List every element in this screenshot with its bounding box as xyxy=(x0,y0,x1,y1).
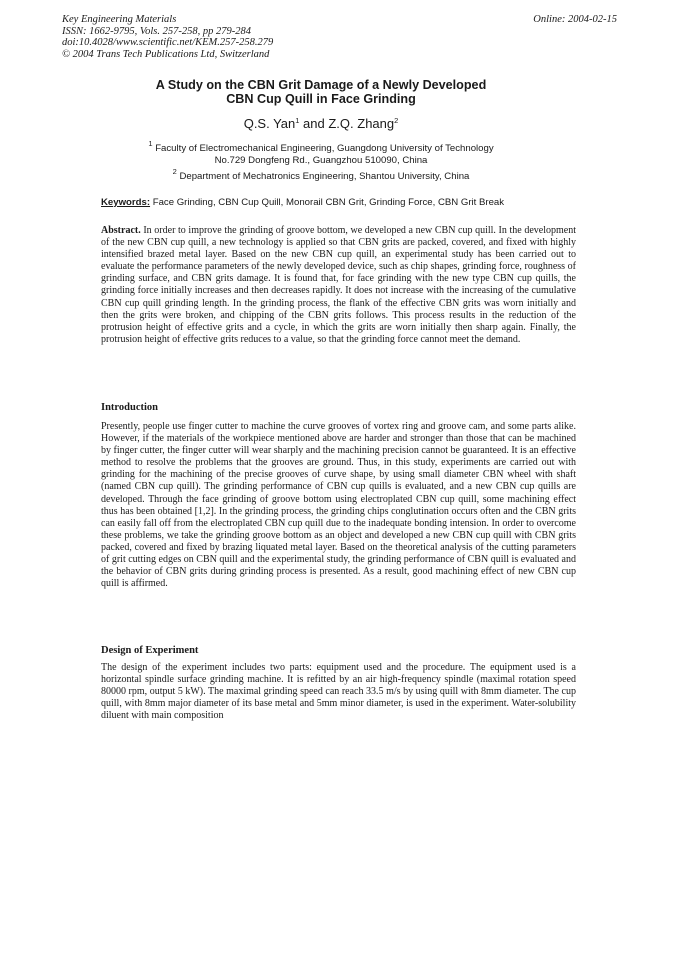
introduction-heading: Introduction xyxy=(101,402,158,413)
affiliation-2 xyxy=(101,166,541,183)
title-line-1: A Study on the CBN Grit Damage of a Newly Developed xyxy=(155,78,487,92)
abstract xyxy=(101,225,576,346)
title-line-2: CBN Cup Quill in Face Grinding xyxy=(226,92,416,107)
affiliation-1-mark: 1 xyxy=(148,139,153,148)
author-separator: and xyxy=(299,116,329,131)
introduction-paragraph: Presently, people use finger cutter to machine the curve grooves of vortex ring and groove cam, and some parts alike. However, if the materials of the workpiece mentioned above are harder and stronger than those that can be machined by finger cutter, the finger cutter will wear sharply and the machining precision cannot be guaranteed. It is an effective method to resolve the problems that the grooves are ground. Thus, in this study, experiments are carried out with grinding for the machining of the precise grooves of curve shape, by using small diameter CBN wheel with shaft (named CBN cup quill). The grinding performance of CBN cup quills is evaluated, and a new CBN cup quills are developed. Through the face grinding of groove bottom using electroplated CBN cup quill, some machining effect thus has been obtained [1,2]. In the grinding process, the grinding chips conglutination occurs often and the CBN grits can easily fall off from the electroplated CBN cup quill due to the inadequate bonding intension. In order to overcome these problems, we take the grinding groove bottom as an object and developed a new CBN cup quill with CBN grits packed, covered and fixed by brazing liquated metal layer. Based on the theoretical analysis of the cutting parameters of grit cutting edges on CBN quill and the experimental study, the grinding performance of CBN quill is evaluated and the behavior of CBN grits during grinding process is presented. As a result, good machining effect of new CBN cup quill is affirmed. xyxy=(101,421,576,590)
journal-metadata xyxy=(62,14,362,60)
author-2-affiliation-mark: 2 xyxy=(394,116,399,125)
affiliation-2-mark: 2 xyxy=(172,167,177,176)
journal-name: Key Engineering Materials xyxy=(62,14,177,25)
affiliation-2-text: Department of Mechatronics Engineering, Shantou University, China xyxy=(179,171,470,182)
affiliation-1-line-2: No.729 Dongfeng Rd., Guangzhou 510090, China xyxy=(214,154,428,166)
abstract-label: Abstract. xyxy=(101,225,141,236)
design-heading: Design of Experiment xyxy=(101,645,199,656)
issn-line: ISSN: 1662-9795, Vols. 257-258, pp 279-284 xyxy=(62,25,251,37)
paper-title xyxy=(101,78,541,107)
affiliation-1 xyxy=(101,138,541,166)
affiliation-1-line-1: Faculty of Electromechanical Engineering, Guangdong University of Technology xyxy=(155,143,494,154)
design-paragraph: The design of the experiment includes two parts: equipment used and the procedure. The equipment used is a horizontal spindle surface grinding machine. It is refitted by an air high-frequency spindle (maximal rotation speed 80000 rpm, output 5 kW). The maximal grinding speed can reach 33.5 m/s by using quill with 8mm diameter. The cup quill, with 8mm major diameter of its base metal and 5mm minor diameter, is used in the experiment. Water-solubility diluent with main composition xyxy=(101,662,576,722)
online-date: Online: 2004-02-15 xyxy=(533,14,617,25)
doi-line: doi:10.4028/www.scientific.net/KEM.257-258.279 xyxy=(62,37,274,49)
copyright-line: © 2004 Trans Tech Publications Ltd, Switzerland xyxy=(62,48,270,60)
abstract-text: In order to improve the grinding of groove bottom, we developed a new CBN cup quill. In the development of the new CBN cup quill, a new technology is applied so that CBN grits are packed, covered, and fixed with highly intensified brazed metal layer. Based on the new CBN cup quill, an experimental study has been carried out to evaluate the performance parameters of the newly developed device, such as chip shapes, grinding force, roughness of grinding surface, and CBN grits damage. It is found that, for face grinding with the new type CBN cup quills, the grinding force initially increases and then decreases rapidly. It does not increase with the increasing of the cumulative CBN cup quill grinding length. In the grinding process, the flank of the effective CBN grits was worn initially and then the grits were broken, and chipping of the CBN grits follows. This process results in the reduction of the protrusion height of effective grits and a cycle, in which the grits are worn initially then sharp again. Finally, the protrusion height of effective grits reduces to a value, so that the grinding force cannot meet the demand. xyxy=(101,225,576,345)
author-2: Z.Q. Zhang xyxy=(328,116,395,131)
keywords-label: Keywords: xyxy=(101,197,151,208)
author-1-affiliation-mark: 1 xyxy=(295,116,300,125)
author-1: Q.S. Yan xyxy=(243,116,296,131)
keywords xyxy=(101,197,581,208)
authors xyxy=(101,116,541,131)
keywords-text: Face Grinding, CBN Cup Quill, Monorail CBN Grit, Grinding Force, CBN Grit Break xyxy=(152,197,505,208)
